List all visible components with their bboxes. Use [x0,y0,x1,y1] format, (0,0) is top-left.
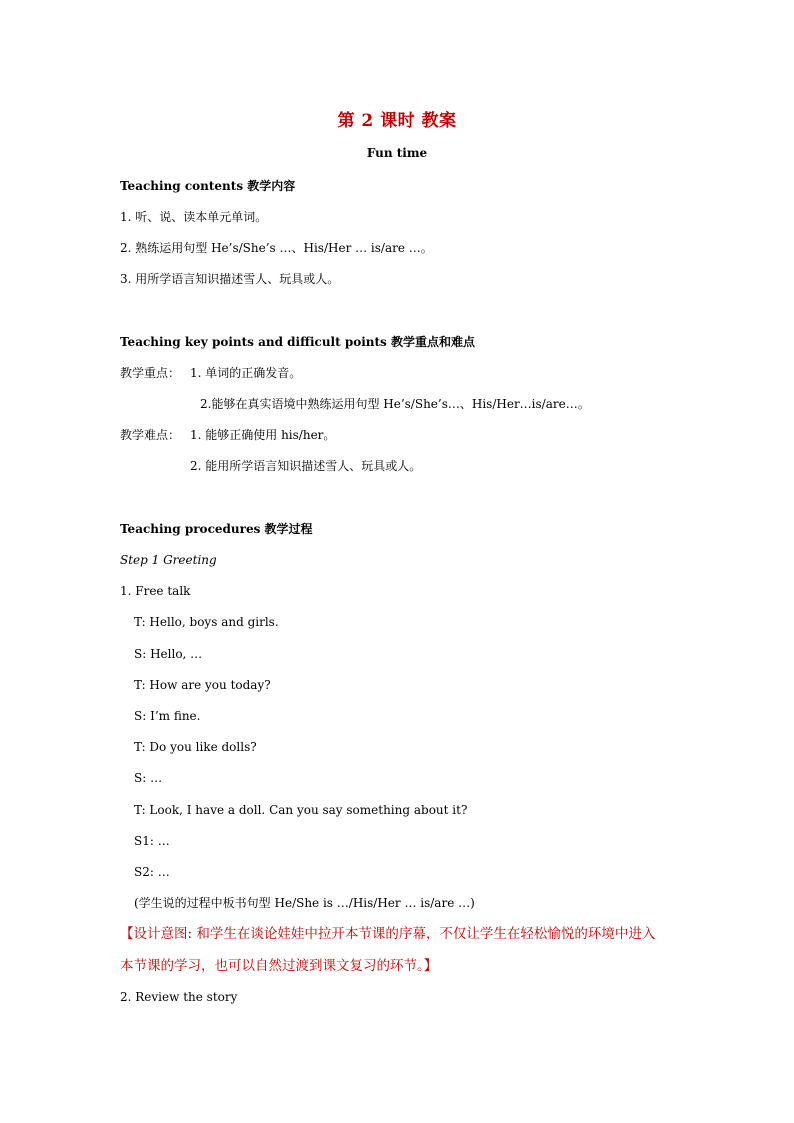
dialogue-line: S2: … [134,865,170,879]
key-points-label: 教学重点： [120,366,181,380]
design-intent-line-1: 【设计意图: 和学生在谈论娃娃中拉开本节课的序幕，不仅让学生在轻松愉悦的环境中进入 [120,926,656,942]
dialogue-line: S: … [134,771,163,785]
design-intent-line-2: 本节课的学习，也可以自然过渡到课文复习的环节。】 [120,958,438,974]
contents-item-3: 3. 用所学语言知识描述雪人、玩具或人。 [120,272,340,286]
review-story-heading: 2. Review the story [120,990,238,1004]
dialogue-line: S1: … [134,834,170,848]
difficult-point-item-1: 1. 能够正确使用 his/her。 [190,428,336,442]
step-1-heading: Step 1 Greeting [120,553,217,567]
contents-item-1: 1. 听、说、读本单元单词。 [120,210,268,224]
difficult-points-label: 教学难点： [120,428,181,442]
key-points-heading: Teaching key points and difficult points 教学重点和难点 [120,335,475,349]
dialogue-line: S: Hello, … [134,647,203,661]
document-subtitle: Fun time [366,146,428,160]
key-point-item-2: 2.能够在真实语境中熟练运用句型 He’s/She’s…、His/Her…is/are…。 [200,397,590,411]
dialogue-line: T: Do you like dolls? [134,740,257,754]
procedures-heading: Teaching procedures 教学过程 [120,522,313,536]
contents-item-2: 2. 熟练运用句型 He’s/She’s …、His/Her … is/are …。 [120,241,433,255]
document-title: 第 2 课时 教案 [337,111,457,131]
dialogue-line: S: I’m fine. [134,709,201,723]
contents-heading: Teaching contents 教学内容 [120,179,296,193]
dialogue-line: T: How are you today? [134,678,271,692]
free-talk-heading: 1. Free talk [120,584,191,598]
dialogue-line: T: Hello, boys and girls. [134,615,279,629]
key-point-item-1: 1. 单词的正确发音。 [190,366,302,380]
difficult-point-item-2: 2. 能用所学语言知识描述雪人、玩具或人。 [190,459,422,473]
dialogue-line: T: Look, I have a doll. Can you say something about it? [134,803,468,817]
board-note: (学生说的过程中板书句型 He/She is …/His/Her … is/are …) [134,896,475,910]
